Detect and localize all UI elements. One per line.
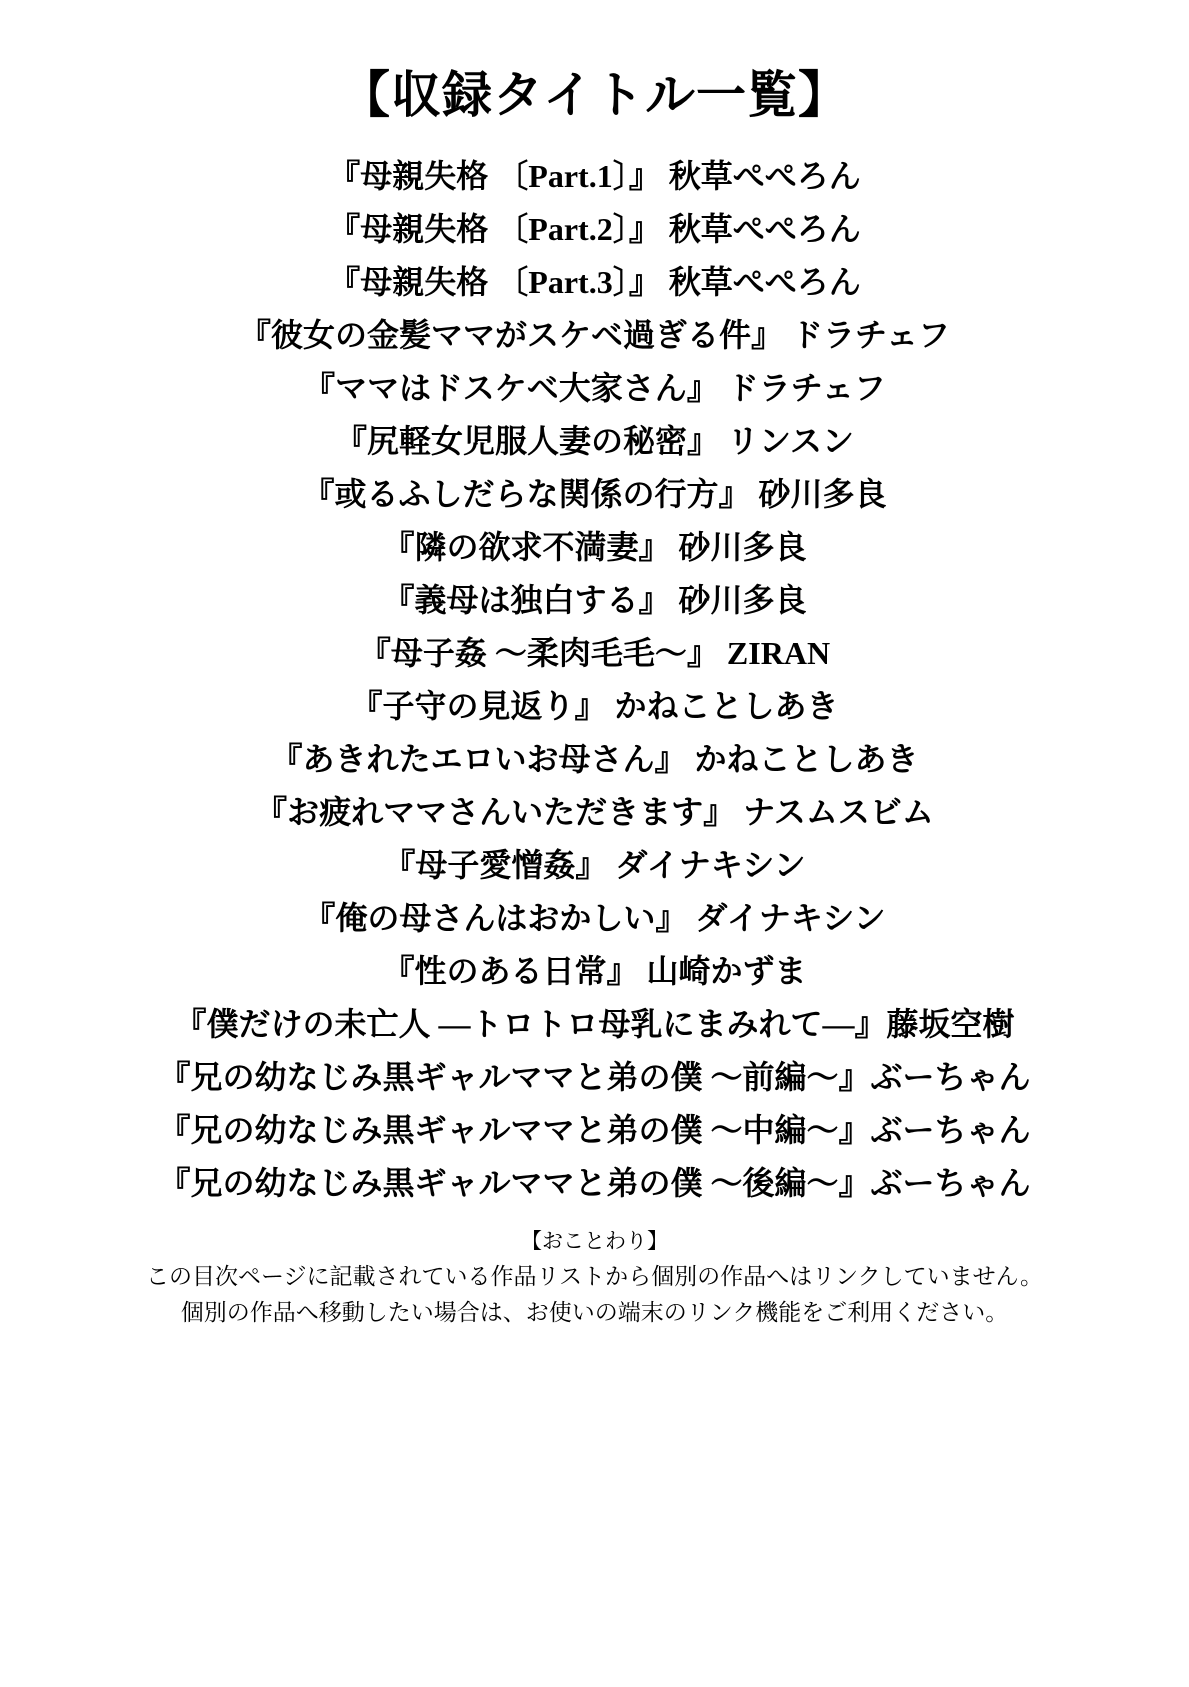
list-item: 『子守の見返り』 かねことしあき xyxy=(350,687,839,724)
list-item: 『彼女の金髪ママがスケベ過ぎる件』 ドラチェフ xyxy=(238,316,951,353)
contents-list xyxy=(40,149,1149,1209)
list-item: 『兄の幼なじみ黒ギャルママと弟の僕 〜後編〜』ぶーちゃん xyxy=(158,1164,1031,1201)
notice-line-2: 個別の作品へ移動したい場合は、お使いの端末のリンク機能をご利用ください。 xyxy=(180,1299,1009,1326)
list-item: 『ママはドスケベ大家さん』 ドラチェフ xyxy=(303,369,886,406)
list-item: 『或るふしだらな関係の行方』 砂川多良 xyxy=(302,475,887,512)
list-item: 『母親失格 〔Part.1〕』 秋草ぺぺろん xyxy=(328,157,861,194)
list-item: 『母親失格 〔Part.3〕』 秋草ぺぺろん xyxy=(328,263,861,300)
notice-heading: 【おことわり】 xyxy=(521,1230,668,1253)
list-item: 『母子愛憎姦』 ダイナキシン xyxy=(383,846,806,883)
list-item: 『兄の幼なじみ黒ギャルママと弟の僕 〜中編〜』ぶーちゃん xyxy=(158,1111,1031,1148)
list-item: 『兄の幼なじみ黒ギャルママと弟の僕 〜前編〜』ぶーちゃん xyxy=(158,1058,1031,1095)
page-title: 【収録タイトル一覧】 xyxy=(340,67,849,123)
notice-block xyxy=(40,1227,1149,1331)
list-item: 『あきれたエロいお母さん』 かねことしあき xyxy=(270,740,919,777)
list-item: 『隣の欲求不満妻』 砂川多良 xyxy=(382,528,807,565)
list-item: 『性のある日常』 山崎かずま xyxy=(382,952,807,989)
list-item: 『義母は独白する』 砂川多良 xyxy=(382,581,807,618)
list-item: 『尻軽女児服人妻の秘密』 リンスン xyxy=(334,422,855,459)
list-item: 『母子姦 〜柔肉毛毛〜』 ZIRAN xyxy=(358,634,831,671)
list-item: 『母親失格 〔Part.2〕』 秋草ぺぺろん xyxy=(328,210,861,247)
list-item: 『僕だけの未亡人 ―トロトロ母乳にまみれて―』藤坂空樹 xyxy=(174,1005,1015,1042)
notice-line-1: この目次ページに記載されている作品リストから個別の作品へはリンクしていません。 xyxy=(146,1263,1043,1290)
list-item: 『お疲れママさんいただきます』 ナスムスビム xyxy=(255,793,934,830)
list-item: 『俺の母さんはおかしい』 ダイナキシン xyxy=(303,899,886,936)
